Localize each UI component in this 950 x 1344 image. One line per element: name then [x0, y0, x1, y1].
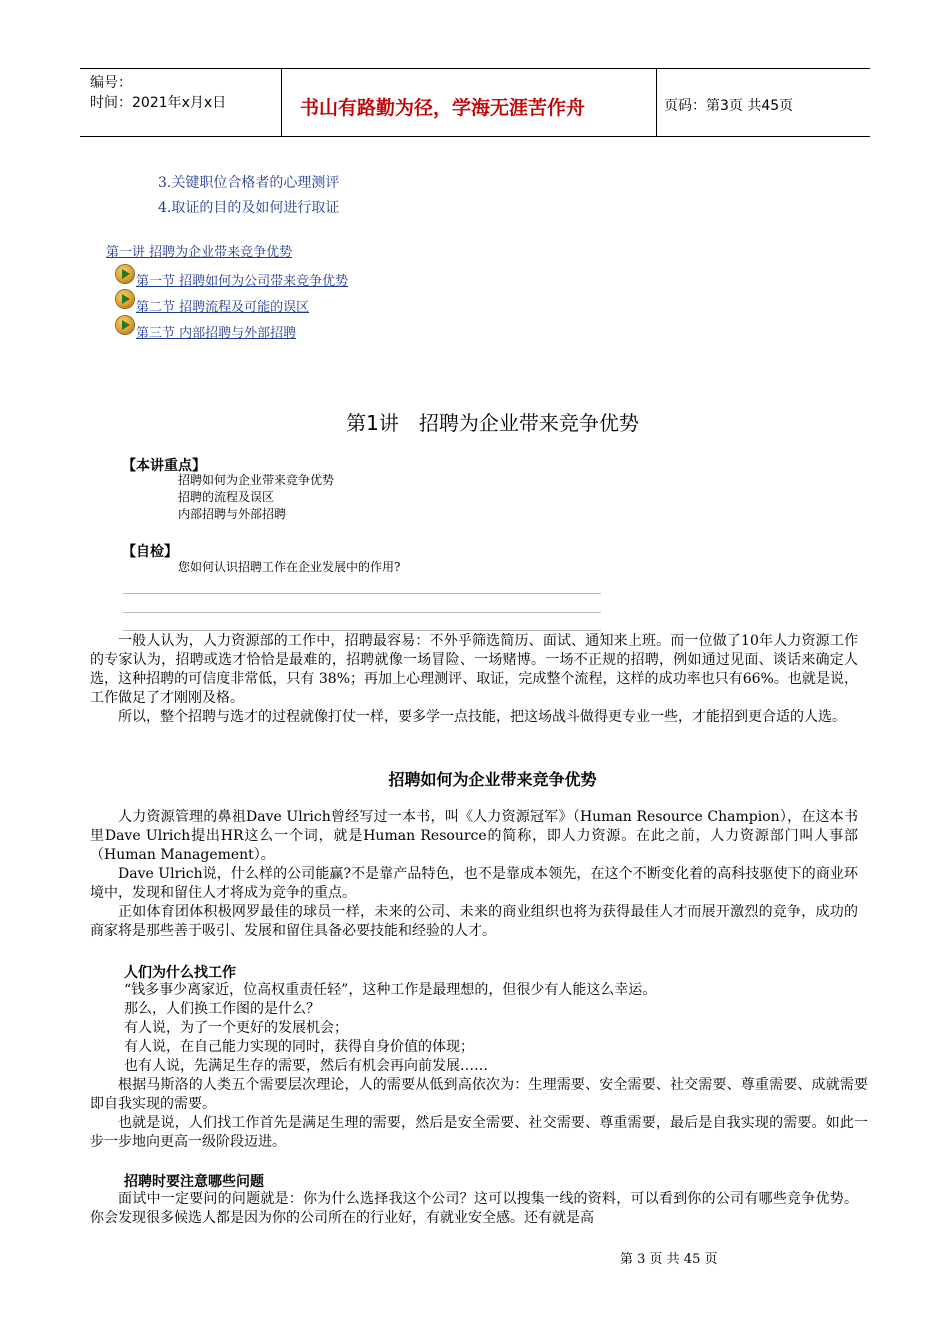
text-line: “钱多事少离家近，位高权重责任轻”，这种工作是最理想的，但很少有人能这么幸运。 [124, 982, 657, 998]
toc-section-link-3[interactable]: 第三节 内部招聘与外部招聘 [136, 326, 297, 341]
why-work-paragraph-2: 也就是说，人们找工作首先是满足生理的需要，然后是安全需要、社交需要、尊重需要，最后是自我实现的需要。如此一步一步地向更高一级阶段迈进。 [90, 1115, 868, 1150]
section1-body [90, 808, 858, 941]
selfcheck-label: 【自检】 [122, 544, 178, 560]
focus-item: 内部招聘与外部招聘 [178, 507, 287, 521]
intro-paragraph-2: 所以，整个招聘与选才的过程就像打仗一样，要多学一点技能，把这场战斗做得更专业一些，才能招到更合适的人选。 [118, 709, 846, 725]
why-work-paragraph-1: 根据马斯洛的人类五个需要层次理论，人的需要从低到高依次为：生理需要、安全需要、社交需要、尊重需要、成就需要即自我实现的需要。 [90, 1077, 868, 1112]
lecture-title: 第1讲 招聘为企业带来竞争优势 [346, 411, 639, 435]
outline-item-4: 4.取证的目的及如何进行取证 [158, 200, 340, 216]
notes-paragraph-1: 面试中一定要问的问题就是：你为什么选择我这个公司？这可以搜集一线的资料，可以看到你的公司有哪些竞争优势。你会发现很多候选人都是因为你的公司所在的行业好，有就业安全感。还有就是高 [90, 1191, 858, 1226]
answer-line [123, 630, 601, 631]
text-line: 有人说，在自己能力实现的同时，获得自身价值的体现； [124, 1039, 474, 1055]
header-motto: 书山有路勤为径，学海无涯苦作舟 [300, 97, 586, 119]
toc-chapter-link[interactable]: 第一讲 招聘为企业带来竞争优势 [106, 245, 293, 260]
header-page-info: 页码：第3页 共45页 [664, 98, 794, 114]
text-line: 也有人说，先满足生存的需要，然后有机会再向前发展…… [124, 1058, 488, 1074]
answer-line [123, 593, 601, 594]
document-date: 时间：2021年x月x日 [90, 95, 227, 111]
play-icon [116, 265, 134, 283]
subsection-title: 招聘时要注意哪些问题 [124, 1174, 264, 1190]
header-divider-right [656, 68, 657, 136]
section1-paragraph-2: Dave Ulrich说，什么样的公司能赢?不是靠产品特色，也不是靠成本领先，在这个不断变化着的高科技驱使下的商业环境中，发现和留住人才将成为竞争的重点。 [90, 866, 858, 901]
selfcheck-question: 您如何认识招聘工作在企业发展中的作用? [178, 560, 401, 574]
header-divider-left [281, 68, 282, 136]
intro-section [90, 632, 858, 727]
answer-line [123, 612, 601, 613]
page-footer: 第 3 页 共 45 页 [620, 1252, 718, 1267]
section1-paragraph-3: 正如体育团体积极网罗最佳的球员一样，未来的公司、未来的商业组织也将为获得最佳人才而展开激烈的竞争，成功的商家将是那些善于吸引、发展和留住具备必要技能和经验的人才。 [90, 904, 858, 939]
toc-section-link-1[interactable]: 第一节 招聘如何为公司带来竞争优势 [136, 274, 349, 289]
header-top-rule [80, 68, 870, 69]
section-title: 招聘如何为企业带来竞争优势 [388, 770, 597, 789]
intro-paragraph-1: 一般人认为，人力资源部的工作中，招聘最容易：不外乎筛选简历、面试、通知来上班。而一位做了10年人力资源工作的专家认为，招聘或选才恰恰是最难的，招聘就像一场冒险、一场赌博。一场不正规的招聘，例如通过见面、谈话来确定人选，这种招聘的可信度非常低，只有 38%；再加上心理测评、取证，完成整个流程，这样的成功率也只有66%。也就是说，工作做足了才刚刚及格。 [90, 633, 858, 706]
toc-section-link-2[interactable]: 第二节 招聘流程及可能的误区 [136, 300, 310, 315]
text-line: 那么，人们换工作图的是什么？ [124, 1001, 320, 1017]
section1-paragraph-1: 人力资源管理的鼻祖Dave Ulrich曾经写过一本书，叫《人力资源冠军》（Human Resource Champion），在这本书里Dave Ulrich提出HR这么一个词，就是Human Resource的简称，即人力资源。在此之前，人力资源部门叫人事部（Human Management）。 [90, 809, 858, 863]
play-icon [116, 290, 134, 308]
focus-label: 【本讲重点】 [122, 458, 206, 474]
focus-item: 招聘如何为企业带来竞争优势 [178, 473, 335, 487]
play-icon [116, 316, 134, 334]
document-number-label: 编号： [90, 75, 132, 91]
text-line: 有人说，为了一个更好的发展机会； [124, 1020, 348, 1036]
focus-item: 招聘的流程及误区 [178, 490, 275, 504]
header-bottom-rule [80, 136, 870, 137]
outline-item-3: 3.关键职位合格者的心理测评 [158, 175, 340, 191]
subsection-title: 人们为什么找工作 [124, 965, 236, 981]
why-work-body [90, 1076, 868, 1152]
notes-body [90, 1190, 858, 1228]
